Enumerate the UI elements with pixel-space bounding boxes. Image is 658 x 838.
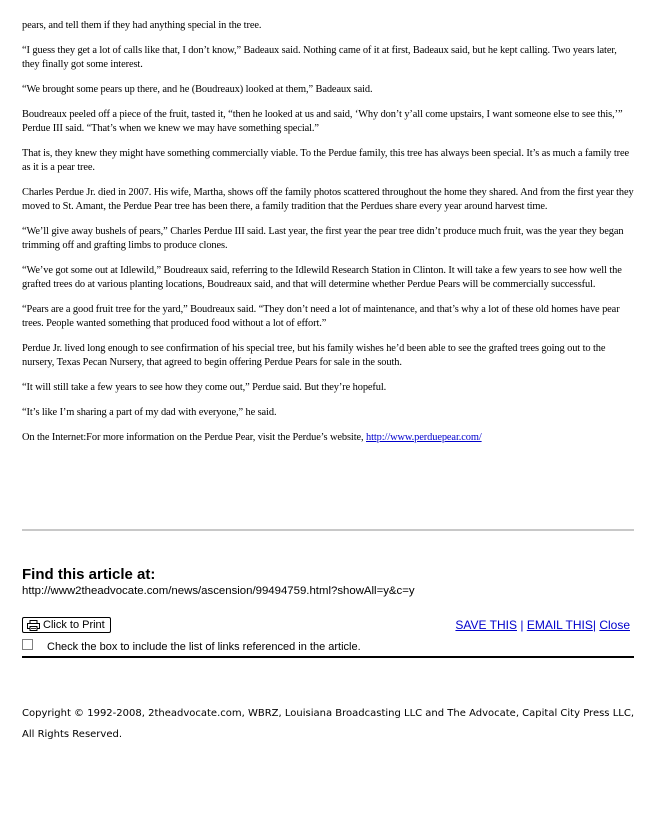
article-actions [455,618,630,632]
article-body [22,19,634,456]
copyright-notice: Copyright © 1992-2008, 2theadvocate.com, WBRZ, Louisiana Broadcasting LLC and The Advocate, Capital City Press LLC, All Rights Reserved. [22,708,635,740]
article-paragraph: “We brought some pears up there, and he (Boudreaux) looked at them,” Badeaux said. [22,84,373,95]
internet-note-text: On the Internet:For more information on the Perdue Pear, visit the Perdue’s website, [22,432,364,443]
print-button-label: Click to Print [43,619,105,631]
article-paragraph: “We’ll give away bushels of pears,” Charles Perdue III said. Last year, the first year the pear tree didn’t produce much fruit, was the year they began trimming off and grafting limbs to produce clones. [22,226,624,251]
perdue-website-link[interactable]: http://www.perduepear.com/ [366,432,482,443]
section-divider [22,529,634,531]
article-url: http://www2theadvocate.com/news/ascension/99494759.html?showAll=y&c=y [22,585,415,597]
footer-rule [22,656,634,658]
include-links-checkbox[interactable] [22,639,33,650]
internet-note [22,431,634,445]
article-paragraph: That is, they knew they might have something commercially viable. To the Perdue family, this tree has always been special. It’s as much a family tree as it is a pear tree. [22,148,630,173]
find-article-heading: Find this article at: [22,566,156,583]
include-links-label: Check the box to include the list of links referenced in the article. [47,641,361,653]
article-paragraph: “Pears are a good fruit tree for the yard,” Boudreaux said. “They don’t need a lot of maintenance, and that’s why a lot of these old homes have pear trees. People wanted something that produced food without a lot of effort.” [22,304,620,329]
save-this-link[interactable]: SAVE THIS [455,618,517,632]
article-paragraph: pears, and tell them if they had anything special in the tree. [22,20,262,31]
article-paragraph: “We’ve got some out at Idlewild,” Boudreaux said, referring to the Idlewild Research Station in Clinton. It will take a few years to see how well the grafted trees do at various planting locations, Boudreaux said, and that will determine whether Perdue Pears will be commercially successful. [22,265,622,290]
article-paragraph: Boudreaux peeled off a piece of the fruit, tasted it, “then he looked at us and said, ‘Why don’t y’all come upstairs, I want someone else to see this,’” Perdue III said. “That’s when we knew we may have something special.” [22,109,623,134]
article-paragraph: Perdue Jr. lived long enough to see confirmation of his special tree, but his family wishes he’d been able to see the grafted trees going out to the nursery, Texas Pecan Nursery, that agreed to begin offering Perdue Pears for sale in the south. [22,343,606,368]
action-separator: | [592,618,596,632]
click-to-print-button[interactable] [22,617,111,633]
article-paragraph: “It will still take a few years to see how they come out,” Perdue said. But they’re hopeful. [22,382,387,393]
article-paragraph: “I guess they get a lot of calls like that, I don’t know,” Badeaux said. Nothing came of it at first, Badeaux said, but he kept calling. Two years later, they finally got some interest. [22,45,617,70]
printer-icon [27,620,40,631]
action-separator: | [520,618,524,632]
close-link[interactable]: Close [599,618,630,632]
article-paragraph: “It’s like I’m sharing a part of my dad with everyone,” he said. [22,407,277,418]
email-this-link[interactable]: EMAIL THIS [526,618,593,632]
article-paragraph: Charles Perdue Jr. died in 2007. His wife, Martha, shows off the family photos scattered throughout the home they shared. And from the first year they moved to St. Amant, the Perdue Pear tree has been there, a family tradition that the Perdues share every year around harvest time. [22,187,634,212]
